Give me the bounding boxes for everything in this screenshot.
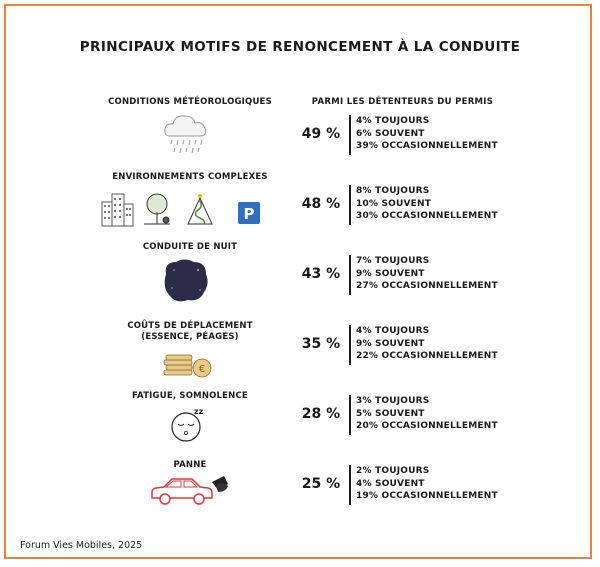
breakdown-occasionnellement: 27% OCCASIONNELLEMENT (356, 281, 498, 291)
infographic-frame (4, 4, 592, 559)
buildings-icon (102, 194, 133, 226)
source-caption: Forum Vies Mobiles, 2025 (20, 540, 143, 551)
page-title: PRINCIPAUX MOTIFS DE RENONCEMENT À LA CONDUITE (79, 39, 521, 55)
breakdown-toujours: 8% TOUJOURS (356, 186, 430, 196)
breakdown-occasionnellement: 20% OCCASIONNELLEMENT (356, 421, 498, 431)
reason-label-breakdown (90, 460, 290, 471)
mountain-road-icon (188, 194, 212, 224)
frequency-breakdown (356, 115, 498, 153)
total-percent: 49 % (301, 126, 341, 142)
bracket-line (349, 395, 351, 435)
breakdown-souvent: 5% SOUVENT (356, 408, 425, 419)
sleepy-face-icon (166, 403, 210, 443)
column-header: PARMI LES DÉTENTEURS DU PERMIS (311, 97, 494, 107)
svg-text:€: € (198, 364, 206, 375)
breakdown-souvent: 10% SOUVENT (356, 198, 432, 209)
frequency-breakdown (356, 395, 498, 433)
breakdown-occasionnellement: 39% OCCASIONNELLEMENT (356, 141, 498, 151)
breakdown-souvent: 4% SOUVENT (356, 478, 425, 489)
total-percent: 43 % (301, 266, 341, 282)
frequency-breakdown (356, 185, 498, 223)
bracket-line (349, 325, 351, 365)
bracket-line (349, 465, 351, 505)
total-percent: 25 % (301, 476, 341, 492)
breakdown-toujours: 2% TOUJOURS (356, 466, 430, 476)
breakdown-occasionnellement: 22% OCCASIONNELLEMENT (356, 351, 498, 361)
frequency-breakdown (356, 255, 498, 293)
reason-label-line: PANNE (173, 460, 207, 470)
reason-label-night (90, 242, 290, 253)
breakdown-occasionnellement: 30% OCCASIONNELLEMENT (356, 211, 498, 221)
bracket-line (349, 185, 351, 225)
reason-label-fatigue (90, 391, 290, 402)
reason-label-weather (90, 97, 290, 108)
breakdown-toujours: 4% TOUJOURS (356, 326, 430, 336)
rain-cloud-icon (160, 108, 212, 156)
reason-label-complex-environments (90, 172, 290, 183)
complex-environments-icons (100, 190, 270, 230)
reason-label-line: COÛTS DE DÉPLACEMENT (127, 321, 253, 331)
reason-label-line: ENVIRONNEMENTS COMPLEXES (112, 172, 268, 182)
breakdown-toujours: 4% TOUJOURS (356, 116, 430, 126)
breakdown-occasionnellement: 19% OCCASIONNELLEMENT (356, 491, 498, 501)
night-moon-icon (160, 256, 212, 304)
reason-label-line: (ESSENCE, PÉAGES) (141, 332, 239, 342)
total-percent: 48 % (301, 196, 341, 212)
reason-label-line: CONDUITE DE NUIT (142, 242, 238, 252)
broken-car-icon (148, 472, 232, 510)
svg-text:P: P (243, 205, 255, 223)
frequency-breakdown (356, 325, 498, 363)
svg-text:zz: zz (194, 407, 204, 416)
breakdown-souvent: 6% SOUVENT (356, 128, 425, 139)
total-percent: 28 % (301, 406, 341, 422)
breakdown-toujours: 7% TOUJOURS (356, 256, 430, 266)
euro-coins-icon (160, 352, 216, 382)
tree-icon (144, 194, 170, 224)
parking-icon (238, 202, 260, 224)
bracket-line (349, 255, 351, 295)
reason-label-line: CONDITIONS MÉTÉOROLOGIQUES (108, 97, 272, 107)
frequency-breakdown (356, 465, 498, 503)
breakdown-souvent: 9% SOUVENT (356, 338, 425, 349)
breakdown-toujours: 3% TOUJOURS (356, 396, 430, 406)
bracket-line (349, 115, 351, 155)
total-percent: 35 % (301, 336, 341, 352)
reason-label-costs (90, 321, 290, 343)
breakdown-souvent: 9% SOUVENT (356, 268, 425, 279)
reason-label-line: FATIGUE, SOMNOLENCE (132, 391, 248, 401)
